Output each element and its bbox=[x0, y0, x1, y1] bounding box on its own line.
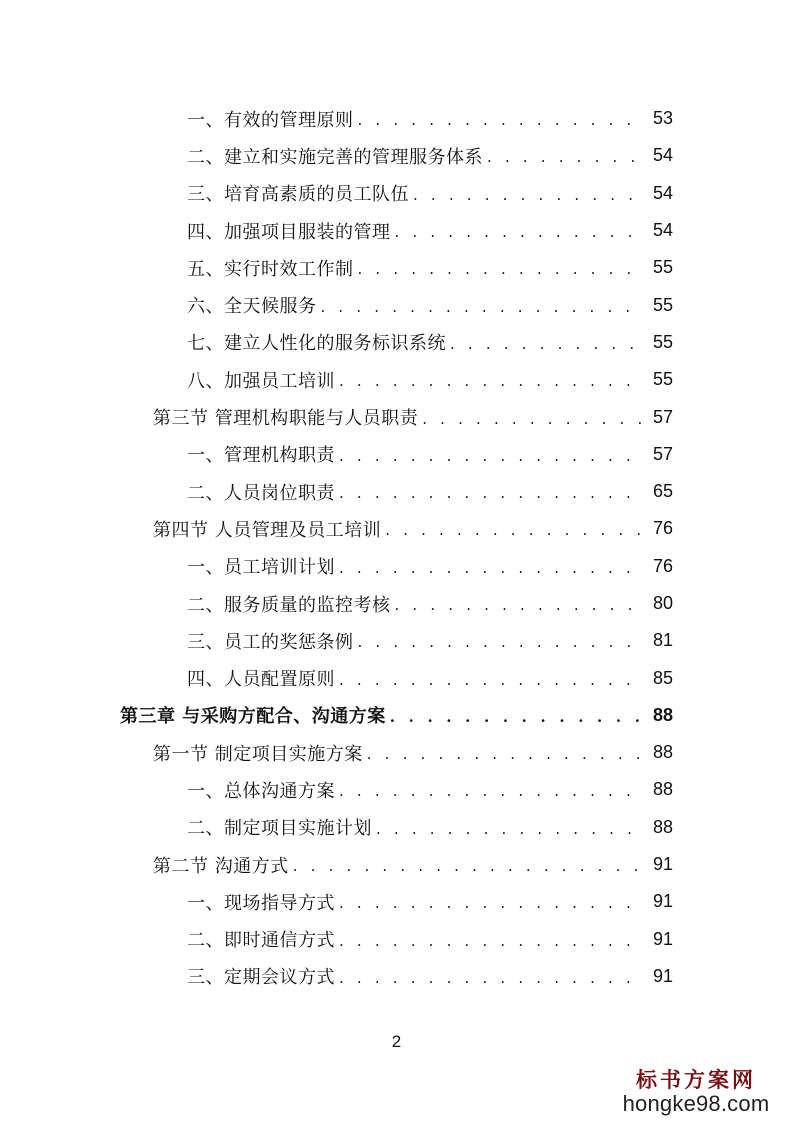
toc-entry-page-number: 55 bbox=[652, 257, 673, 278]
toc-entry-title: 三、员工的奖惩条例 bbox=[187, 631, 354, 653]
dot-leader bbox=[395, 225, 642, 240]
dot-leader bbox=[321, 300, 642, 315]
toc-entry-title: 一、有效的管理原则 bbox=[187, 109, 354, 131]
dot-leader bbox=[390, 710, 641, 725]
toc-entry[interactable] bbox=[0, 809, 793, 846]
toc-entry-title: 三、定期会议方式 bbox=[187, 967, 335, 989]
toc-entry-title: 五、实行时效工作制 bbox=[187, 258, 354, 280]
dot-leader bbox=[339, 561, 641, 576]
toc-entry[interactable] bbox=[0, 883, 793, 920]
toc-entry[interactable] bbox=[0, 510, 793, 547]
toc-entry-page-number: 91 bbox=[652, 965, 673, 986]
toc-entry-page-number: 88 bbox=[652, 704, 673, 725]
toc-entry-page-number: 55 bbox=[652, 369, 673, 390]
toc-entry-page-number: 55 bbox=[652, 294, 673, 315]
dot-leader bbox=[385, 523, 641, 538]
toc-entry-title: 第三节 管理机构职能与人员职责 bbox=[153, 408, 419, 430]
dot-leader bbox=[487, 150, 641, 165]
dot-leader bbox=[358, 635, 642, 650]
toc-entry[interactable] bbox=[0, 585, 793, 622]
toc-entry-page-number: 91 bbox=[652, 891, 673, 912]
toc-entry-title: 一、员工培训计划 bbox=[187, 557, 335, 579]
toc-entry-page-number: 88 bbox=[652, 742, 673, 763]
toc-entry-page-number: 54 bbox=[652, 145, 673, 166]
dot-leader bbox=[339, 374, 641, 389]
table-of-contents bbox=[0, 100, 793, 995]
toc-entry-page-number: 55 bbox=[652, 331, 673, 352]
toc-entry[interactable] bbox=[0, 436, 793, 473]
toc-entry-title: 二、人员岗位职责 bbox=[187, 482, 335, 504]
toc-entry[interactable] bbox=[0, 846, 793, 883]
watermark bbox=[611, 1067, 781, 1116]
toc-entry[interactable] bbox=[0, 137, 793, 174]
toc-entry-page-number: 88 bbox=[652, 816, 673, 837]
toc-entry-page-number: 76 bbox=[652, 518, 673, 539]
toc-entry-page-number: 57 bbox=[652, 406, 673, 427]
toc-entry[interactable] bbox=[0, 548, 793, 585]
toc-entry[interactable] bbox=[0, 622, 793, 659]
toc-entry[interactable] bbox=[0, 175, 793, 212]
dot-leader bbox=[413, 188, 641, 203]
dot-leader bbox=[367, 747, 641, 762]
toc-entry-title: 第二节 沟通方式 bbox=[153, 855, 289, 877]
dot-leader bbox=[339, 896, 641, 911]
watermark-title: 标书方案网 bbox=[636, 1066, 756, 1092]
toc-entry[interactable] bbox=[0, 473, 793, 510]
toc-entry-title: 第四节 人员管理及员工培训 bbox=[153, 519, 382, 541]
toc-entry-title: 二、即时通信方式 bbox=[187, 930, 335, 952]
dot-leader bbox=[339, 449, 641, 464]
dot-leader bbox=[376, 822, 641, 837]
toc-entry-page-number: 88 bbox=[652, 779, 673, 800]
toc-entry-title: 八、加强员工培训 bbox=[187, 370, 335, 392]
dot-leader bbox=[358, 113, 642, 128]
dot-leader bbox=[339, 934, 641, 949]
dot-leader bbox=[450, 337, 641, 352]
toc-entry[interactable] bbox=[0, 659, 793, 696]
dot-leader bbox=[339, 971, 641, 986]
toc-entry-page-number: 81 bbox=[652, 630, 673, 651]
toc-entry[interactable] bbox=[0, 771, 793, 808]
toc-entry-title: 四、加强项目服装的管理 bbox=[187, 221, 391, 243]
toc-entry-title: 六、全天候服务 bbox=[187, 296, 317, 318]
page-number: 2 bbox=[391, 1032, 402, 1051]
toc-entry-page-number: 76 bbox=[652, 555, 673, 576]
toc-entry-page-number: 91 bbox=[652, 854, 673, 875]
toc-entry-page-number: 53 bbox=[652, 108, 673, 129]
toc-entry-title: 四、人员配置原则 bbox=[187, 669, 335, 691]
toc-entry-page-number: 54 bbox=[652, 220, 673, 241]
dot-leader bbox=[339, 673, 641, 688]
toc-entry-title: 一、总体沟通方案 bbox=[187, 780, 335, 802]
toc-entry[interactable] bbox=[0, 212, 793, 249]
toc-entry-page-number: 85 bbox=[652, 667, 673, 688]
toc-entry[interactable] bbox=[0, 324, 793, 361]
toc-entry[interactable] bbox=[0, 921, 793, 958]
toc-entry[interactable] bbox=[0, 249, 793, 286]
toc-entry-page-number: 65 bbox=[652, 481, 673, 502]
dot-leader bbox=[293, 859, 641, 874]
toc-entry[interactable] bbox=[0, 398, 793, 435]
toc-entry[interactable] bbox=[0, 958, 793, 995]
toc-entry[interactable] bbox=[0, 361, 793, 398]
toc-entry[interactable] bbox=[0, 697, 793, 734]
toc-entry-title: 三、培育高素质的员工队伍 bbox=[187, 184, 409, 206]
toc-entry-page-number: 54 bbox=[652, 182, 673, 203]
toc-entry-title: 第三章 与采购方配合、沟通方案 bbox=[120, 706, 386, 728]
dot-leader bbox=[339, 486, 641, 501]
dot-leader bbox=[422, 412, 641, 427]
toc-entry-title: 一、现场指导方式 bbox=[187, 892, 335, 914]
toc-entry-page-number: 91 bbox=[652, 928, 673, 949]
toc-entry-title: 二、服务质量的监控考核 bbox=[187, 594, 391, 616]
toc-entry-title: 二、建立和实施完善的管理服务体系 bbox=[187, 146, 483, 168]
toc-entry[interactable] bbox=[0, 734, 793, 771]
dot-leader bbox=[395, 598, 642, 613]
toc-entry-title: 二、制定项目实施计划 bbox=[187, 818, 372, 840]
watermark-url: hongke98.com bbox=[622, 1090, 770, 1116]
toc-entry[interactable] bbox=[0, 100, 793, 137]
toc-entry-title: 一、管理机构职责 bbox=[187, 445, 335, 467]
dot-leader bbox=[358, 262, 642, 277]
dot-leader bbox=[339, 784, 641, 799]
toc-entry-title: 第一节 制定项目实施方案 bbox=[153, 743, 363, 765]
toc-entry-title: 七、建立人性化的服务标识系统 bbox=[187, 333, 446, 355]
toc-entry-page-number: 80 bbox=[652, 593, 673, 613]
toc-entry-page-number: 57 bbox=[652, 443, 673, 464]
toc-entry[interactable] bbox=[0, 286, 793, 323]
